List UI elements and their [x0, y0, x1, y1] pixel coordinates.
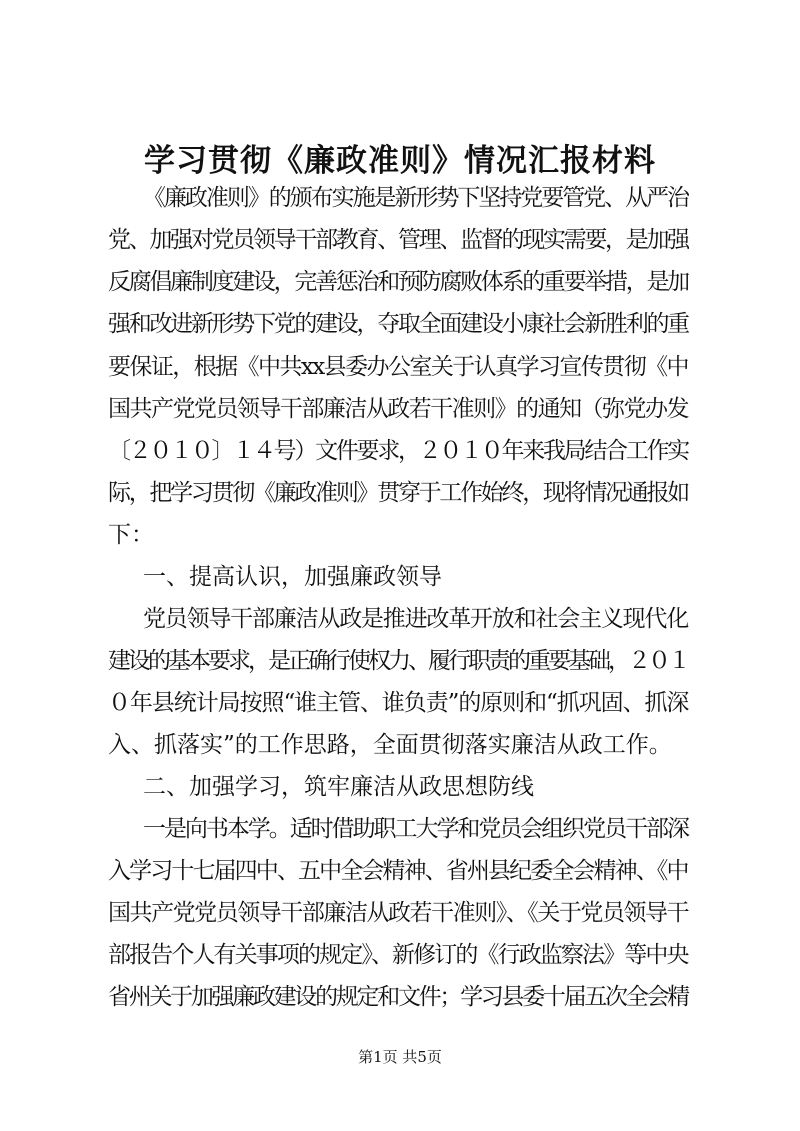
body-line: 建设的基本要求，是正确行使权力、履行职责的重要基础，２０１ — [108, 648, 688, 674]
section-heading: 一、提高认识，加强廉政领导 — [143, 564, 442, 590]
body-line: ０年县统计局按照“谁主管、谁负责”的原则和“抓巩固、抓深 — [108, 690, 689, 716]
body-line: 国共产党党员领导干部廉洁从政若干准则》、《关于党员领导干 — [108, 900, 689, 926]
body-line: 强和改进新形势下党的建设，夺取全面建设小康社会新胜利的重 — [108, 311, 688, 337]
body-line: 《廉政准则》的颁布实施是新形势下坚持党要管党、从严治 — [143, 185, 688, 211]
body-line: 党员领导干部廉洁从政是推进改革开放和社会主义现代化 — [143, 606, 689, 632]
body-line: 省州关于加强廉政建设的规定和文件；学习县委十届五次全会精 — [108, 984, 688, 1010]
body-line: 际，把学习贯彻《廉政准则》贯穿于工作始终，现将情况通报如 — [108, 480, 688, 506]
section-heading: 二、加强学习，筑牢廉洁从政思想防线 — [143, 774, 534, 800]
body-line: 部报告个人有关事项的规定》、新修订的《行政监察法》等中央 — [108, 942, 688, 968]
body-line: 国共产党党员领导干部廉洁从政若干准则》的通知（弥党办发 — [108, 396, 688, 422]
body-line: 要保证，根据《中共xx县委办公室关于认真学习宣传贯彻《中 — [108, 354, 688, 380]
body-line: 〔２０１０〕１４号）文件要求，２０１０年来我局结合工作实 — [108, 438, 688, 464]
body-line: 一是向书本学。适时借助职工大学和党员会组织党员干部深 — [143, 816, 688, 842]
document-title: 学习贯彻《廉政准则》情况汇报材料 — [144, 143, 656, 179]
page-footer: 第1页 共5页 — [358, 1048, 442, 1066]
body-line: 下： — [108, 522, 154, 548]
body-line: 反腐倡廉制度建设，完善惩治和预防腐败体系的重要举措，是加 — [108, 269, 688, 295]
body-line: 党、加强对党员领导干部教育、管理、监督的现实需要，是加强 — [108, 227, 688, 253]
body-line: 入、抓落实”的工作思路，全面贯彻落实廉洁从政工作。 — [108, 732, 672, 758]
body-line: 入学习十七届四中、五中全会精神、省州县纪委全会精神、《中 — [108, 858, 688, 884]
